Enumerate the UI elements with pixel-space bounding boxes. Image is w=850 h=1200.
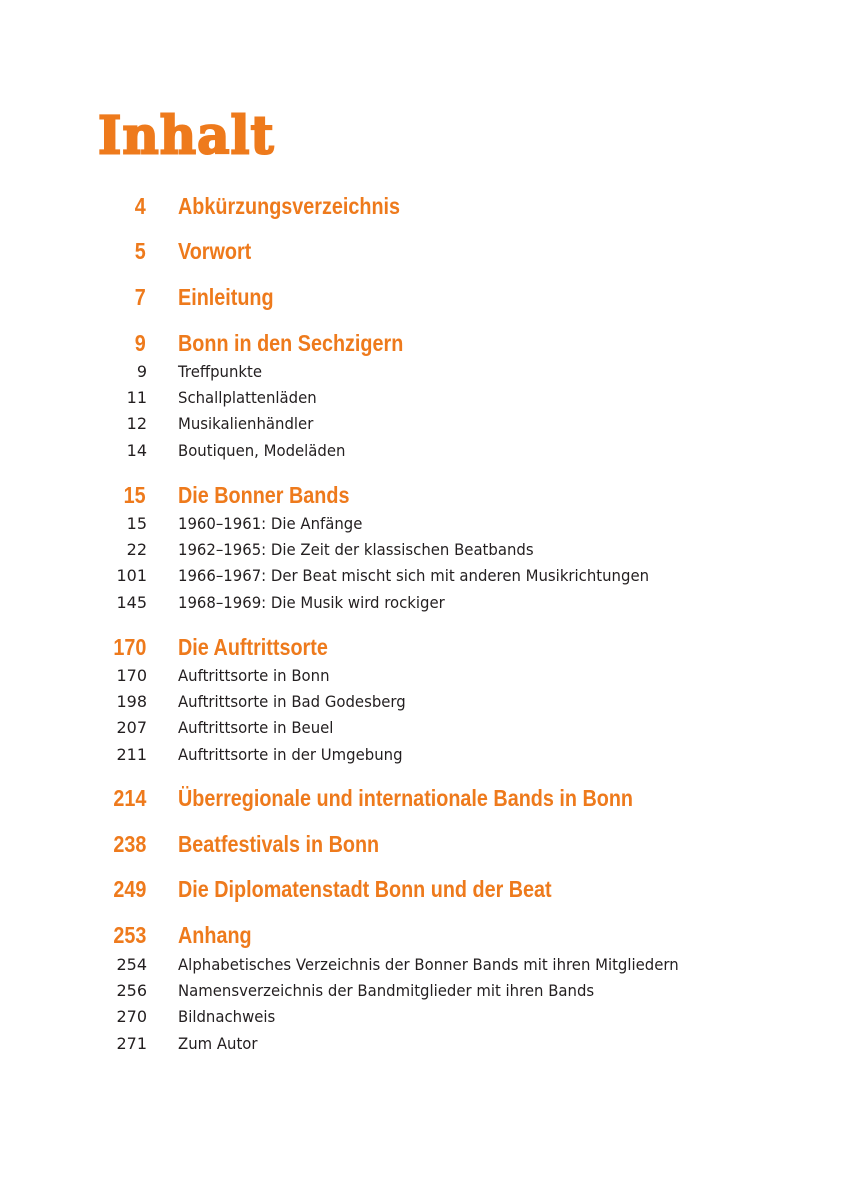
toc-page-number: 198	[116, 692, 147, 711]
toc-entry-abkuerzungsverzeichnis[interactable]	[0, 191, 850, 221]
page-title: Inhalt	[98, 104, 275, 166]
toc-subsection-title: Treffpunkte	[178, 362, 263, 381]
toc-subsection-title: Auftrittsorte in Bonn	[178, 666, 330, 685]
toc-entry-die-auftrittsorte[interactable]	[0, 632, 850, 662]
toc-page-number: 12	[126, 414, 147, 433]
toc-subentry-auftrittsorte-beuel[interactable]	[0, 716, 850, 740]
toc-subentry-1962-1965[interactable]	[0, 538, 850, 562]
toc-subentry-musikalienhaendler[interactable]	[0, 412, 850, 436]
toc-subsection-title: Auftrittsorte in Bad Godesberg	[178, 692, 406, 711]
toc-entry-bonn-in-den-sechzigern[interactable]	[0, 328, 850, 358]
toc-subsection-title: Alphabetisches Verzeichnis der Bonner Bands mit ihren Mitgliedern	[178, 955, 679, 974]
toc-page-number: 254	[116, 955, 147, 974]
toc-section-title: Die Auftrittsorte	[178, 634, 328, 660]
toc-section-title: Überregionale und internationale Bands in Bonn	[178, 785, 633, 811]
toc-page-number: 214	[112, 785, 146, 811]
toc-page-number: 14	[126, 441, 147, 460]
toc-page-number: 4	[134, 193, 146, 219]
toc-page-number: 22	[126, 540, 147, 559]
toc-page-number: 7	[134, 284, 146, 310]
toc-page-number: 253	[112, 922, 146, 948]
toc-subentry-namensverzeichnis[interactable]	[0, 979, 850, 1003]
toc-section-title: Die Bonner Bands	[178, 482, 350, 508]
toc-subsection-title: Musikalienhändler	[178, 414, 314, 433]
toc-section-title: Die Diplomatenstadt Bonn und der Beat	[178, 876, 552, 902]
toc-entry-diplomatenstadt[interactable]	[0, 874, 850, 904]
toc-page-number: 145	[116, 593, 147, 612]
toc-section-title: Abkürzungsverzeichnis	[178, 193, 401, 219]
toc-subsection-title: 1966–1967: Der Beat mischt sich mit anderen Musikrichtungen	[178, 566, 650, 585]
toc-subentry-bildnachweis[interactable]	[0, 1005, 850, 1029]
toc-page-number: 211	[116, 745, 147, 764]
toc-entry-beatfestivals[interactable]	[0, 829, 850, 859]
toc-subentry-boutiquen[interactable]	[0, 439, 850, 463]
toc-subentry-treffpunkte[interactable]	[0, 360, 850, 384]
toc-subentry-alphabetisches-verzeichnis[interactable]	[0, 953, 850, 977]
toc-subentry-schallplattenlaeden[interactable]	[0, 386, 850, 410]
toc-entry-die-bonner-bands[interactable]	[0, 480, 850, 510]
toc-subentry-auftrittsorte-bad-godesberg[interactable]	[0, 690, 850, 714]
toc-subentry-1960-1961[interactable]	[0, 512, 850, 536]
toc-section-title: Vorwort	[178, 238, 252, 264]
toc-subsection-title: Boutiquen, Modeläden	[178, 441, 346, 460]
toc-subentry-auftrittsorte-bonn[interactable]	[0, 664, 850, 688]
toc-page-number: 15	[123, 482, 146, 508]
toc-entry-einleitung[interactable]	[0, 282, 850, 312]
toc-page-number: 238	[112, 831, 146, 857]
toc-section-title: Bonn in den Sechzigern	[178, 330, 404, 356]
toc-subsection-title: Zum Autor	[178, 1034, 258, 1053]
toc-subsection-title: Namensverzeichnis der Bandmitglieder mit ihren Bands	[178, 981, 595, 1000]
toc-subsection-title: 1960–1961: Die Anfänge	[178, 514, 363, 533]
toc-page-number: 5	[134, 238, 146, 264]
toc-section-title: Anhang	[178, 922, 252, 948]
toc-subsection-title: Bildnachweis	[178, 1007, 276, 1026]
toc-entry-ueberregionale-bands[interactable]	[0, 783, 850, 813]
toc-page-number: 15	[126, 514, 147, 533]
toc-page-number: 170	[116, 666, 147, 685]
toc-subentry-zum-autor[interactable]	[0, 1032, 850, 1056]
toc-page-number: 270	[116, 1007, 147, 1026]
toc-subentry-auftrittsorte-umgebung[interactable]	[0, 743, 850, 767]
toc-page-number: 101	[116, 566, 147, 585]
toc-subsection-title: Auftrittsorte in der Umgebung	[178, 745, 403, 764]
toc-subsection-title: Schallplattenläden	[178, 388, 317, 407]
toc-subentry-1966-1967[interactable]	[0, 564, 850, 588]
toc-entry-anhang[interactable]	[0, 920, 850, 950]
toc-page-number: 9	[136, 362, 147, 381]
toc-subsection-title: Auftrittsorte in Beuel	[178, 718, 334, 737]
toc-section-title: Einleitung	[178, 284, 274, 310]
toc-page-number: 207	[116, 718, 147, 737]
toc-entry-vorwort[interactable]	[0, 236, 850, 266]
toc-page-number: 256	[116, 981, 147, 1000]
toc-page-number: 9	[134, 330, 146, 356]
toc-subsection-title: 1968–1969: Die Musik wird rockiger	[178, 593, 445, 612]
toc-subsection-title: 1962–1965: Die Zeit der klassischen Beatbands	[178, 540, 534, 559]
toc-subentry-1968-1969[interactable]	[0, 591, 850, 615]
toc-page-number: 271	[116, 1034, 147, 1053]
toc-page-number: 11	[126, 388, 147, 407]
toc-page-number: 170	[112, 634, 146, 660]
toc-section-title: Beatfestivals in Bonn	[178, 831, 380, 857]
toc-page-number: 249	[112, 876, 146, 902]
